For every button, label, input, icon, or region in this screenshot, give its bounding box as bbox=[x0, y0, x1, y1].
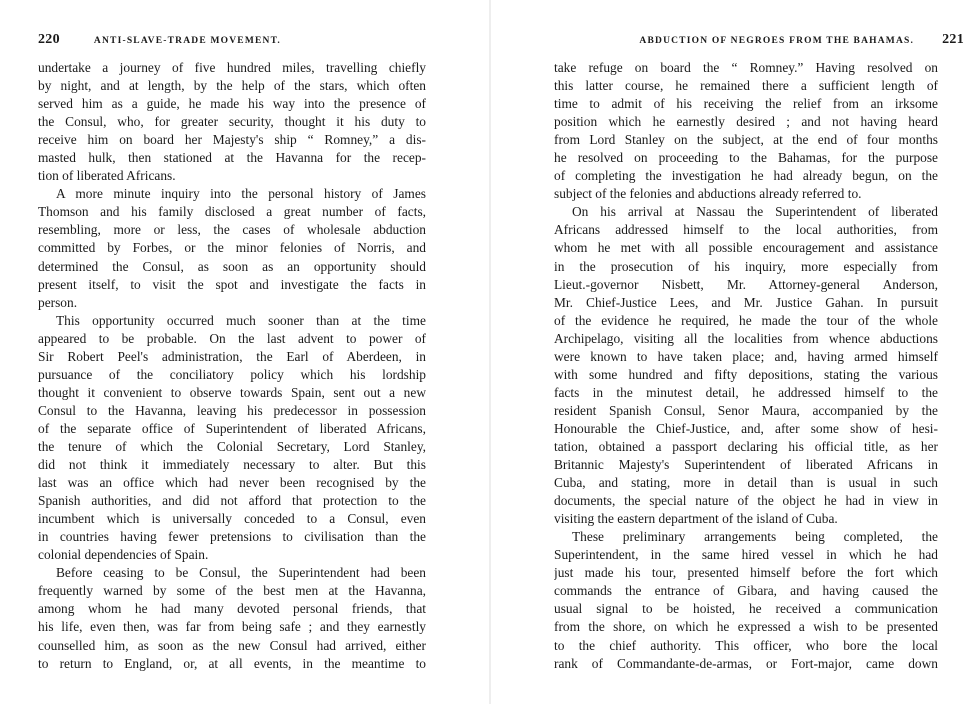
text-line: incumbent which is universally conceded to a Consul, even bbox=[38, 511, 426, 527]
text-line: person. bbox=[38, 294, 78, 310]
text-line: On his arrival at Nassau the Superintendent of liberated bbox=[572, 204, 938, 220]
left-page-header bbox=[38, 32, 430, 52]
text-line: These preliminary arrangements being completed, the bbox=[572, 529, 938, 545]
text-line: did not think it immediately necessary to alter. But this bbox=[38, 457, 426, 473]
text-line: counselled him, as soon as the new Consul had arrived, either bbox=[38, 637, 426, 653]
text-line: in the prosecution of his inquiry, more especially from bbox=[554, 258, 938, 274]
text-line: commands the entrance of Gibara, and having caused the bbox=[554, 583, 938, 599]
text-line: this latter course, he remained there a sufficient length of bbox=[554, 78, 938, 94]
right-running-head: ABDUCTION OF NEGROES FROM THE BAHAMAS. bbox=[639, 36, 915, 46]
text-line: of the evidence he required, he made the tour of the whole bbox=[554, 312, 938, 328]
text-line: pursuance of the conciliatory policy which his lordship bbox=[38, 366, 426, 382]
text-line: committed by Forbes, or the minor felonies of Norris, and bbox=[38, 240, 426, 256]
text-line: rank of Commandante-de-armas, or Fort-major, came down bbox=[554, 655, 938, 671]
text-line: of the separate office of Superintendent of liberated Africans, bbox=[38, 420, 426, 436]
text-line: A more minute inquiry into the personal history of James bbox=[56, 186, 426, 202]
text-line: Mr. Chief-Justice Lees, and Mr. Justice Gahan. In pursuit bbox=[554, 294, 938, 310]
text-line: visiting the eastern department of the island of Cuba. bbox=[554, 511, 838, 527]
text-line: with some hundred and fifty depositions, stating the various bbox=[554, 366, 938, 382]
text-line: from Lord Stanley on the subject, at the end of four months bbox=[554, 132, 938, 148]
right-page bbox=[490, 0, 980, 704]
text-line: Before ceasing to be Consul, the Superintendent had been bbox=[56, 565, 426, 581]
text-line: determined the Consul, as soon as an opportunity should bbox=[38, 258, 426, 274]
text-line: resembling, more or less, the cases of wholesale abduction bbox=[38, 222, 426, 238]
text-line: Africans addressed himself to the local authorities, from bbox=[554, 222, 938, 238]
left-page-number: 220 bbox=[38, 32, 60, 47]
text-line: Britannic Majesty's Superintendent of liberated Africans in bbox=[554, 457, 938, 473]
text-line: Thomson and his family disclosed a great number of facts, bbox=[38, 204, 426, 220]
right-page-header bbox=[556, 32, 964, 52]
text-line: Superintendent, in the same hired vessel in which he had bbox=[554, 547, 938, 563]
text-line: thought it convenient to observe towards Spain, sent out a new bbox=[38, 384, 426, 400]
text-line: in countries having fewer pretensions to civilisation than the bbox=[38, 529, 426, 545]
text-line: of completing the investigation he had already begun, on the bbox=[554, 168, 938, 184]
text-line: were known to have taken place; and, having armed himself bbox=[554, 348, 938, 364]
text-line: Spanish authorities, and did not afford that protection to the bbox=[38, 493, 426, 509]
text-line: Honourable the Chief-Justice, and, after some show of hesi- bbox=[554, 420, 938, 436]
text-line: from the shore, on which he expressed a wish to be presented bbox=[554, 619, 938, 635]
text-line: resident Spanish Consul, Senor Maura, accompanied by the bbox=[554, 402, 938, 418]
text-line: present itself, to visit the spot and investigate the facts in bbox=[38, 276, 426, 292]
text-line: receive him on board her Majesty's ship “ Romney,” a dis- bbox=[38, 132, 426, 148]
text-line: among whom he had many devoted personal friends, that bbox=[38, 601, 426, 617]
text-line: to the chief authority. This officer, who bore the local bbox=[554, 637, 938, 653]
text-line: tion of liberated Africans. bbox=[38, 168, 176, 184]
text-line: facts in the minutest detail, he addressed himself to the bbox=[554, 384, 938, 400]
text-line: masted hulk, then stationed at the Havanna for the recep- bbox=[38, 150, 426, 166]
text-line: frequently warned by some of the best men at the Havanna, bbox=[38, 583, 426, 599]
text-line: tation, obtained a passport declaring his official title, as her bbox=[554, 438, 938, 454]
right-page-number: 221 bbox=[942, 32, 964, 47]
text-line: whom he met with all possible encouragement and assistance bbox=[554, 240, 938, 256]
text-line: to return to England, or, at all events, in the meantime to bbox=[38, 655, 426, 671]
text-line: Archipelago, visiting all the localities from whence abductions bbox=[554, 330, 938, 346]
text-line: time to admit of his receiving the relief from an irksome bbox=[554, 96, 938, 112]
text-line: subject of the felonies and abductions already referred to. bbox=[554, 186, 862, 202]
text-line: by night, and at length, by the help of the stars, which often bbox=[38, 78, 426, 94]
text-line: served him as a guide, he made his way into the presence of bbox=[38, 96, 426, 112]
text-line: Cuba, and stating, more in detail than is usual in such bbox=[554, 475, 938, 491]
text-line: just made his tour, presented himself before the fort which bbox=[554, 565, 938, 581]
text-line: he resolved on proceeding to the Bahamas, for the purpose bbox=[554, 150, 938, 166]
text-line: undertake a journey of five hundred miles, travelling chiefly bbox=[38, 60, 426, 75]
text-line: colonial dependencies of Spain. bbox=[38, 547, 209, 563]
text-line: appeared to be probable. On the last advent to power of bbox=[38, 330, 426, 346]
text-line: This opportunity occurred much sooner than at the time bbox=[56, 312, 426, 328]
text-line: last was an office which had never been recognised by the bbox=[38, 475, 426, 491]
right-page-body-text bbox=[554, 59, 938, 673]
text-line: usual signal to be hoisted, he received a communication bbox=[554, 601, 938, 617]
text-line: position which he earnestly desired ; and not having heard bbox=[554, 114, 938, 130]
text-line: his life, even then, was far from being safe ; and they earnestly bbox=[38, 619, 426, 635]
text-line: the Consul, who, for greater security, thought it his duty to bbox=[38, 114, 426, 130]
text-line: Consul to the Havanna, leaving his predecessor in possession bbox=[38, 402, 426, 418]
left-page-body-text bbox=[38, 59, 426, 673]
text-line: documents, the special nature of the object he had in view in bbox=[554, 493, 938, 509]
text-line: Lieut.-governor Nisbett, Mr. Attorney-general Anderson, bbox=[554, 276, 938, 292]
left-running-head: ANTI-SLAVE-TRADE MOVEMENT. bbox=[93, 36, 281, 46]
text-line: Sir Robert Peel's administration, the Earl of Aberdeen, in bbox=[38, 348, 426, 364]
text-line: the tenure of which the Colonial Secretary, Lord Stanley, bbox=[38, 438, 426, 454]
text-line: take refuge on board the “ Romney.” Having resolved on bbox=[554, 60, 938, 75]
